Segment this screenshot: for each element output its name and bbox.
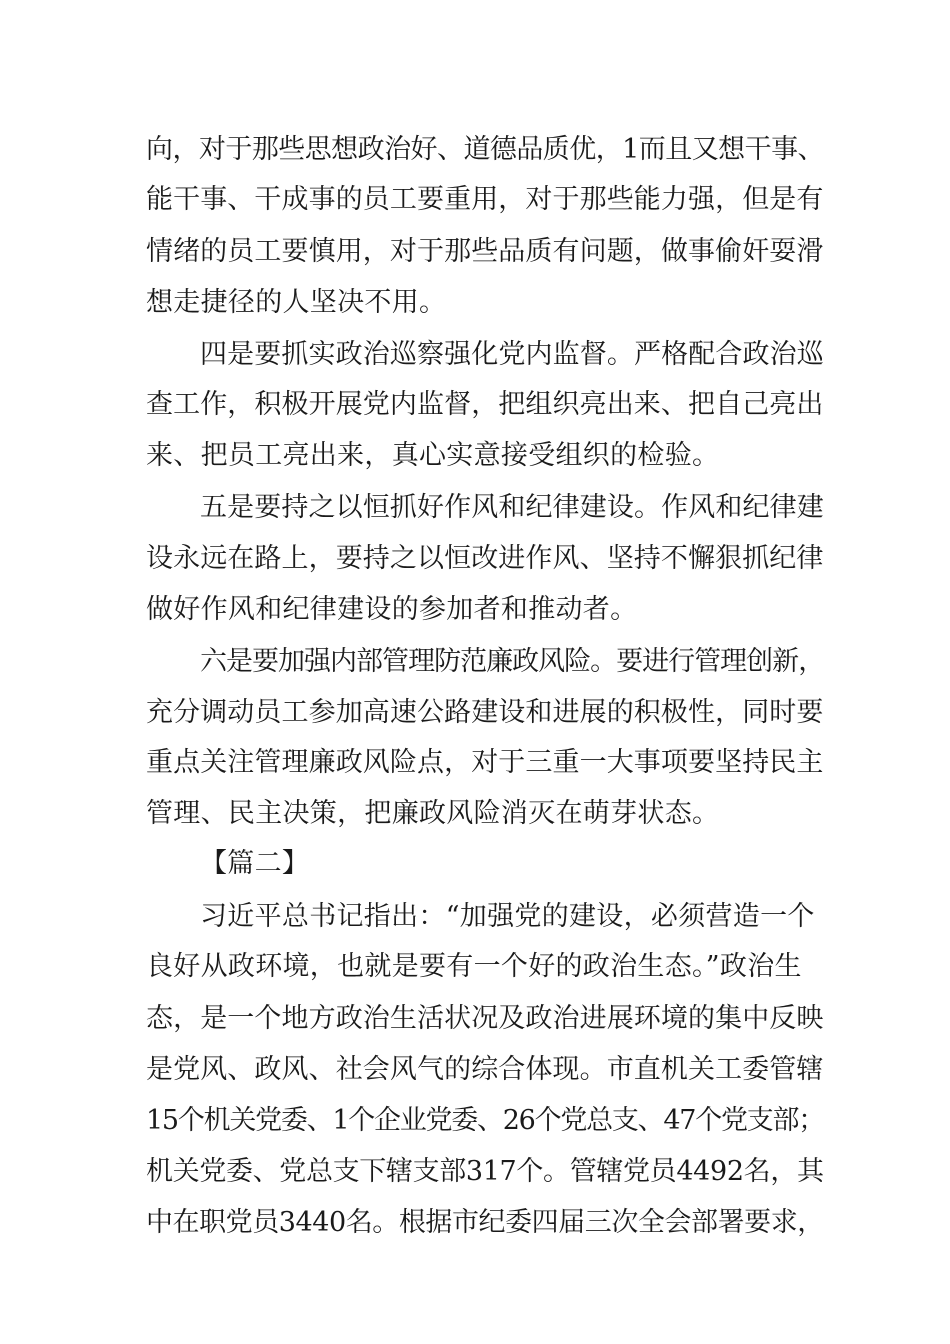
paragraph-line-1: 向，对于那些思想政治好、道德品质优，1而且又想干事、: [146, 134, 824, 165]
paragraph-line-2: 能干事、干成事的员工要重用，对于那些能力强，但是有: [146, 184, 824, 215]
paragraph-line-16: 习近平总书记指出：“加强党的建设，必须营造一个: [200, 901, 815, 932]
paragraph-line-10: 做好作风和纪律建设的参加者和推动者。: [146, 594, 638, 625]
paragraph-line-6: 查工作，积极开展党内监督，把组织亮出来、把自己亮出: [146, 389, 824, 420]
paragraph-line-5: 四是要抓实政治巡察强化党内监督。严格配合政治巡: [200, 339, 824, 370]
paragraph-line-13: 重点关注管理廉政风险点，对于三重一大事项要坚持民主: [146, 747, 824, 778]
paragraph-line-8: 五是要持之以恒抓好作风和纪律建设。作风和纪律建: [200, 492, 824, 523]
paragraph-line-18: 态，是一个地方政治生活状况及政治进展环境的集中反映: [146, 1003, 824, 1034]
paragraph-line-7: 来、把员工亮出来，真心实意接受组织的检验。: [146, 440, 720, 471]
paragraph-line-9: 设永远在路上，要持之以恒改进作风、坚持不懈狠抓纪律: [146, 543, 824, 574]
paragraph-line-19: 是党风、政风、社会风气的综合体现。市直机关工委管辖: [146, 1054, 824, 1085]
section-heading: 【篇二】: [200, 848, 310, 879]
paragraph-line-3: 情绪的员工要慎用，对于那些品质有问题，做事偷奸耍滑: [146, 236, 824, 267]
paragraph-line-20: 15个机关党委、1个企业党委、26个党总支、47个党支部；: [146, 1105, 824, 1136]
paragraph-line-14: 管理、民主决策，把廉政风险消灭在萌芽状态。: [146, 798, 720, 829]
paragraph-line-17: 良好从政环境，也就是要有一个好的政治生态。”政治生: [146, 951, 802, 982]
paragraph-line-11: 六是要加强内部管理防范廉政风险。要进行管理创新，: [200, 646, 825, 677]
paragraph-line-21: 机关党委、党总支下辖支部317个。管辖党员4492名，其: [146, 1156, 824, 1187]
paragraph-line-22: 中在职党员3440名。根据市纪委四届三次全会部署要求，: [146, 1207, 824, 1238]
paragraph-line-4: 想走捷径的人坚决不用。: [146, 287, 447, 318]
paragraph-line-12: 充分调动员工参加高速公路建设和进展的积极性，同时要: [146, 697, 824, 728]
